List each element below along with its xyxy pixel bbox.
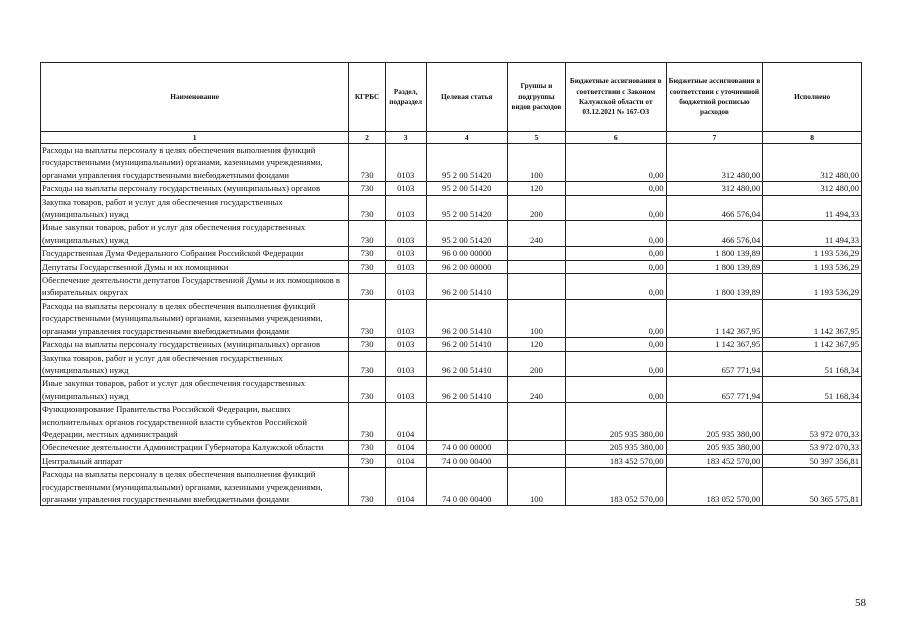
row-name-text: Иные закупки товаров, работ и услуг для обеспечения государственных (муниципальных) нужд	[42, 378, 306, 401]
row-executed: 1 193 536,29	[763, 260, 862, 273]
row-name	[41, 221, 349, 247]
row-budget-law: 0,00	[565, 338, 666, 351]
row-kgrbs: 730	[349, 338, 386, 351]
row-target-article: 74 0 00 00400	[426, 454, 507, 467]
table-row	[41, 221, 862, 247]
row-budget-revised: 657 771,94	[666, 351, 763, 377]
header-executed: Исполнено	[763, 63, 862, 132]
table-row	[41, 468, 862, 506]
row-executed: 312 480,00	[763, 182, 862, 195]
row-name	[41, 441, 349, 454]
row-budget-revised: 183 052 570,00	[666, 468, 763, 506]
row-target-article: 96 2 00 00000	[426, 260, 507, 273]
row-expense-group	[507, 454, 565, 467]
column-number: 5	[507, 132, 565, 144]
table-row	[41, 377, 862, 403]
row-target-article: 96 2 00 51410	[426, 351, 507, 377]
row-name	[41, 403, 349, 441]
row-executed: 1 142 367,95	[763, 338, 862, 351]
table-row	[41, 441, 862, 454]
row-section: 0103	[385, 195, 426, 221]
row-budget-revised: 312 480,00	[666, 144, 763, 182]
header-section: Раздел, подраздел	[385, 63, 426, 132]
row-name	[41, 468, 349, 506]
row-budget-law: 205 935 380,00	[565, 403, 666, 441]
row-expense-group: 120	[507, 338, 565, 351]
row-budget-revised: 205 935 380,00	[666, 441, 763, 454]
row-budget-law: 0,00	[565, 260, 666, 273]
row-executed: 11 494,33	[763, 195, 862, 221]
row-budget-revised: 466 576,04	[666, 221, 763, 247]
row-target-article: 96 2 00 51410	[426, 299, 507, 337]
row-budget-revised: 657 771,94	[666, 377, 763, 403]
row-expense-group	[507, 274, 565, 300]
header-expense-groups: Группы и подгруппы видов расходов	[507, 63, 565, 132]
row-target-article: 74 0 00 00000	[426, 441, 507, 454]
row-name-text: Закупка товаров, работ и услуг для обеспечения государственных (муниципальных) нужд	[42, 352, 283, 375]
row-executed: 11 494,33	[763, 221, 862, 247]
table-row	[41, 260, 862, 273]
row-budget-law: 0,00	[565, 274, 666, 300]
row-target-article: 96 2 00 51410	[426, 338, 507, 351]
row-expense-group: 200	[507, 195, 565, 221]
row-expense-group	[507, 403, 565, 441]
row-budget-revised: 1 800 139,89	[666, 260, 763, 273]
column-number: 8	[763, 132, 862, 144]
row-name	[41, 195, 349, 221]
row-expense-group: 240	[507, 377, 565, 403]
row-section: 0103	[385, 182, 426, 195]
row-name-text: Обеспечение деятельности депутатов Государственной Думы и их помощников в избирательных округах	[42, 275, 340, 298]
row-executed: 1 193 536,29	[763, 247, 862, 260]
column-number: 1	[41, 132, 349, 144]
row-budget-revised: 1 800 139,89	[666, 247, 763, 260]
column-number-row	[41, 132, 862, 144]
row-target-article: 95 2 00 51420	[426, 182, 507, 195]
row-section: 0103	[385, 144, 426, 182]
row-budget-law: 0,00	[565, 195, 666, 221]
row-budget-revised: 466 576,04	[666, 195, 763, 221]
row-name-text: Депутаты Государственной Думы и их помощники	[42, 261, 229, 272]
table-row	[41, 182, 862, 195]
row-expense-group	[507, 260, 565, 273]
table-header	[41, 63, 862, 132]
row-name	[41, 377, 349, 403]
row-section: 0103	[385, 221, 426, 247]
row-section: 0103	[385, 260, 426, 273]
row-name-text: Расходы на выплаты персоналу государственных (муниципальных) органов	[42, 183, 321, 194]
row-budget-revised: 312 480,00	[666, 182, 763, 195]
column-number: 2	[349, 132, 386, 144]
row-budget-law: 0,00	[565, 377, 666, 403]
row-kgrbs: 730	[349, 195, 386, 221]
row-target-article: 74 0 00 00400	[426, 468, 507, 506]
row-kgrbs: 730	[349, 144, 386, 182]
row-name-text: Расходы на выплаты персоналу в целях обеспечения выполнения функций государственными (муниципальными) органами, казенными учреждениями, органами управления государственными внебюджетными фондами	[42, 300, 323, 336]
row-budget-law: 183 052 570,00	[565, 468, 666, 506]
row-budget-revised: 1 142 367,95	[666, 338, 763, 351]
row-executed: 1 142 367,95	[763, 299, 862, 337]
row-section: 0103	[385, 377, 426, 403]
row-budget-law: 0,00	[565, 182, 666, 195]
row-target-article: 96 2 00 51410	[426, 274, 507, 300]
row-target-article: 95 2 00 51420	[426, 195, 507, 221]
row-budget-revised: 183 452 570,00	[666, 454, 763, 467]
row-executed: 53 972 070,33	[763, 441, 862, 454]
table-row	[41, 247, 862, 260]
row-executed: 50 397 356,81	[763, 454, 862, 467]
row-budget-law: 0,00	[565, 351, 666, 377]
row-budget-law: 205 935 380,00	[565, 441, 666, 454]
row-budget-revised: 1 800 139,89	[666, 274, 763, 300]
row-executed: 51 168,34	[763, 377, 862, 403]
row-kgrbs: 730	[349, 351, 386, 377]
row-kgrbs: 730	[349, 299, 386, 337]
header-target-article: Целевая статья	[426, 63, 507, 132]
table-row	[41, 403, 862, 441]
header-kgrbs: КГРБС	[349, 63, 386, 132]
row-kgrbs: 730	[349, 377, 386, 403]
row-name	[41, 338, 349, 351]
row-name-text: Расходы на выплаты персоналу в целях обеспечения выполнения функций государственными (муниципальными) органами, казенными учреждениями, органами управления государственными внебюджетными фондами	[42, 469, 323, 504]
row-section: 0104	[385, 441, 426, 454]
row-name-text: Обеспечение деятельности Администрации Губернатора Калужской области	[42, 442, 324, 453]
table-row	[41, 274, 862, 300]
row-executed: 51 168,34	[763, 351, 862, 377]
row-expense-group: 240	[507, 221, 565, 247]
row-expense-group: 120	[507, 182, 565, 195]
row-kgrbs: 730	[349, 441, 386, 454]
row-budget-law: 0,00	[565, 299, 666, 337]
table-row	[41, 338, 862, 351]
row-name	[41, 182, 349, 195]
budget-execution-table	[40, 62, 862, 506]
table-row	[41, 351, 862, 377]
row-kgrbs: 730	[349, 454, 386, 467]
column-number: 3	[385, 132, 426, 144]
row-expense-group: 100	[507, 468, 565, 506]
row-name-text: Функционирование Правительства Российской Федерации, высших исполнительных органов государственной власти субъектов Российской Федерации, местных администраций	[42, 404, 307, 439]
row-name	[41, 144, 349, 182]
row-name-text: Расходы на выплаты персоналу государственных (муниципальных) органов	[42, 339, 321, 350]
row-budget-revised: 205 935 380,00	[666, 403, 763, 441]
table-body	[41, 132, 862, 506]
row-expense-group	[507, 247, 565, 260]
table-row	[41, 195, 862, 221]
row-executed: 1 193 536,29	[763, 274, 862, 300]
row-expense-group: 100	[507, 299, 565, 337]
row-name	[41, 274, 349, 300]
row-section: 0103	[385, 247, 426, 260]
row-name-text: Центральный аппарат	[42, 455, 123, 466]
row-name	[41, 454, 349, 467]
column-number: 4	[426, 132, 507, 144]
row-target-article: 96 2 00 51410	[426, 377, 507, 403]
row-name	[41, 260, 349, 273]
row-kgrbs: 730	[349, 221, 386, 247]
budget-table-container	[40, 62, 862, 506]
header-name: Наименование	[41, 63, 349, 132]
row-name	[41, 351, 349, 377]
row-section: 0103	[385, 338, 426, 351]
row-name	[41, 299, 349, 337]
table-row	[41, 454, 862, 467]
row-target-article: 95 2 00 51420	[426, 144, 507, 182]
row-kgrbs: 730	[349, 403, 386, 441]
row-expense-group: 200	[507, 351, 565, 377]
header-budget-revised: Бюджетные ассигнования в соответствии с уточненной бюджетной росписью расходов	[666, 63, 763, 132]
column-number: 6	[565, 132, 666, 144]
row-expense-group	[507, 441, 565, 454]
row-target-article	[426, 403, 507, 441]
row-kgrbs: 730	[349, 260, 386, 273]
row-section: 0103	[385, 351, 426, 377]
row-budget-law: 0,00	[565, 247, 666, 260]
row-name	[41, 247, 349, 260]
column-number: 7	[666, 132, 763, 144]
header-budget-law: Бюджетные ассигнования в соответствии с Законом Калужской области от 03.12.2021 № 167-ОЗ	[565, 63, 666, 132]
row-section: 0104	[385, 468, 426, 506]
row-executed: 312 480,00	[763, 144, 862, 182]
row-name-text: Закупка товаров, работ и услуг для обеспечения государственных (муниципальных) нужд	[42, 196, 283, 220]
row-section: 0104	[385, 454, 426, 467]
row-section: 0103	[385, 274, 426, 300]
page-number: 58	[855, 597, 866, 609]
row-target-article: 95 2 00 51420	[426, 221, 507, 247]
row-budget-law: 183 452 570,00	[565, 454, 666, 467]
table-row	[41, 299, 862, 337]
row-executed: 50 365 575,81	[763, 468, 862, 506]
row-name-text: Иные закупки товаров, работ и услуг для обеспечения государственных (муниципальных) нужд	[42, 222, 306, 245]
row-kgrbs: 730	[349, 274, 386, 300]
row-executed: 53 972 070,33	[763, 403, 862, 441]
row-budget-law: 0,00	[565, 221, 666, 247]
table-row	[41, 144, 862, 182]
row-name-text: Государственная Дума Федерального Собрания Российской Федерации	[42, 248, 304, 259]
row-kgrbs: 730	[349, 247, 386, 260]
row-name-text: Расходы на выплаты персоналу в целях обеспечения выполнения функций государственными (муниципальными) органами, казенными учреждениями, органами управления государственными внебюджетными фондами	[42, 145, 323, 180]
row-kgrbs: 730	[349, 182, 386, 195]
row-target-article: 96 0 00 00000	[426, 247, 507, 260]
row-section: 0103	[385, 299, 426, 337]
row-expense-group: 100	[507, 144, 565, 182]
row-budget-law: 0,00	[565, 144, 666, 182]
row-kgrbs: 730	[349, 468, 386, 506]
row-budget-revised: 1 142 367,95	[666, 299, 763, 337]
row-section: 0104	[385, 403, 426, 441]
